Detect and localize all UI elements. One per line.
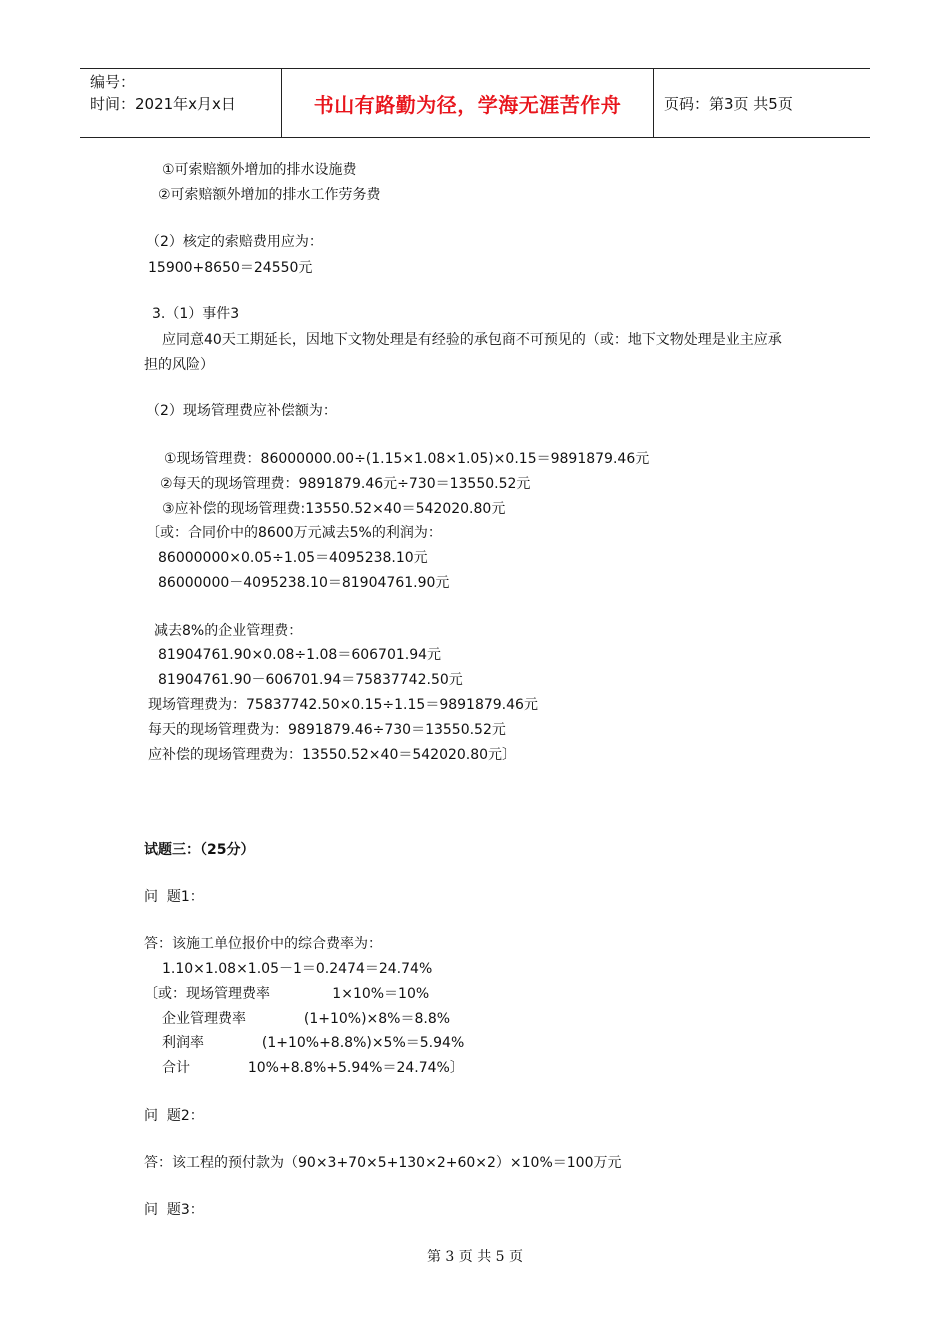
question-label: 问 题1： [144, 889, 204, 905]
motto: 书山有路勤为径，学海无涯苦作舟 [313, 92, 622, 117]
text-line: 担的风险） [144, 357, 214, 373]
text-line: 应同意40天工期延长，因地下文物处理是有经验的承包商不可预见的（或：地下文物处理是业主应承 [162, 332, 782, 348]
text-line: 15900+8650＝24550元 [148, 260, 313, 276]
header-left-cell [80, 69, 282, 137]
text-line: 〔或：合同价中的8600万元减去5%的利润为： [146, 525, 442, 541]
text-line: 答：该施工单位报价中的综合费率为： [144, 936, 382, 952]
text-line: 81904761.90－606701.94＝75837742.50元 [158, 672, 463, 688]
text-line: 利润率 (1+10%+8.8%)×5%＝5.94% [162, 1035, 465, 1051]
text-line: 81904761.90×0.08÷1.08＝606701.94元 [158, 647, 442, 663]
question-label: 问 题3： [144, 1202, 204, 1218]
text-line: （2）核定的索赔费用应为： [146, 234, 323, 250]
serial-number-label: 编号： [90, 73, 136, 91]
text-line: （2）现场管理费应补偿额为： [146, 403, 337, 419]
date-line: 时间：2021年x月x日 [90, 95, 236, 113]
text-line: 〔或：现场管理费率 1×10%＝10% [144, 986, 430, 1002]
text-line: 减去8%的企业管理费： [154, 623, 303, 639]
text-line: ②每天的现场管理费：9891879.46元÷730＝13550.52元 [160, 476, 531, 492]
text-line: ②可索赔额外增加的排水工作劳务费 [158, 187, 381, 203]
text-line: 现场管理费为：75837742.50×0.15÷1.15＝9891879.46元 [148, 697, 538, 713]
text-line: 应补偿的现场管理费为：13550.52×40＝542020.80元〕 [148, 747, 517, 763]
text-line: 答：该工程的预付款为（90×3+70×5+130×2+60×2）×10%＝100万元 [144, 1155, 622, 1171]
text-line: 86000000×0.05÷1.05＝4095238.10元 [158, 550, 428, 566]
text-line: 企业管理费率 (1+10%)×8%＝8.8% [162, 1011, 451, 1027]
text-line: 3.（1）事件3 [152, 306, 240, 322]
question-label: 问 题2： [144, 1108, 204, 1124]
text-line: ③应补偿的现场管理费:13550.52×40＝542020.80元 [162, 501, 506, 517]
text-line: 合计 10%+8.8%+5.94%＝24.74%〕 [162, 1060, 464, 1076]
text-line: 每天的现场管理费为：9891879.46÷730＝13550.52元 [148, 722, 506, 738]
page-footer: 第 3 页 共 5 页 [426, 1249, 524, 1265]
text-line: 86000000－4095238.10＝81904761.90元 [158, 575, 450, 591]
header-motto-cell [282, 69, 654, 137]
header-page-cell [654, 69, 870, 137]
header-table [80, 68, 870, 138]
text-line: 1.10×1.08×1.05－1＝0.2474＝24.74% [162, 961, 433, 977]
section-heading: 试题三：（25分） [144, 842, 255, 858]
page-info: 页码：第3页 共5页 [664, 94, 793, 113]
text-line: ①可索赔额外增加的排水设施费 [162, 162, 357, 178]
text-line: ①现场管理费：86000000.00÷(1.15×1.08×1.05)×0.15＝9891879.46元 [164, 451, 650, 467]
